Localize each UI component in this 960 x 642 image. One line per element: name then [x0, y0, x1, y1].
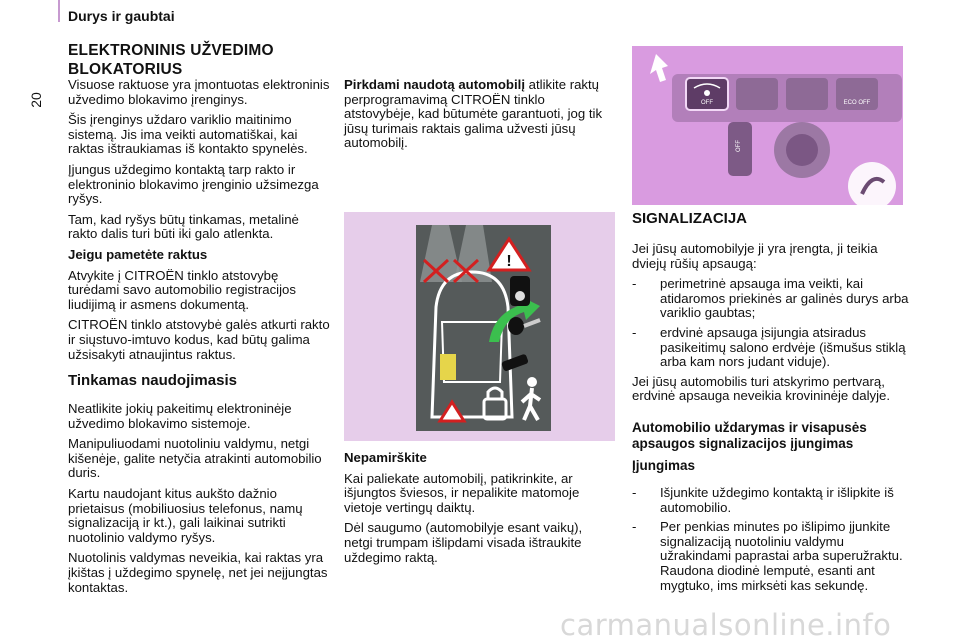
list-item: - Išjunkite uždegimo kontaktą ir išlipkite iš automobilio.	[632, 486, 910, 515]
column-used-car	[344, 78, 614, 157]
column-immobiliser	[68, 42, 330, 601]
paragraph: Jei jūsų automobilyje ji yra įrengta, ji teikia dviejų rūšių apsaugą:	[632, 241, 878, 271]
paragraph: Tam, kad ryšys būtų tinkamas, metalinė rakto dalis turi būti iki galo atlenkta.	[68, 211, 299, 242]
paragraph: Dėl saugumo (automobilyje esant vaikų), netgi trumpam išlipdami visada ištraukite uždegimo raktą.	[344, 520, 583, 565]
paragraph: Neatlikite jokių pakeitimų elektroninėje užvedimo blokavimo sistemoje.	[68, 401, 292, 431]
header-accent-bar	[58, 0, 60, 22]
list-item: - perimetrinė apsauga ima veikti, kai atidaromos priekinės ar galinės durys arba variklio gaubtas;	[632, 276, 909, 321]
paragraph: Visuose raktuose yra įmontuotas elektroninis užvedimo blokavimo įrenginys.	[68, 77, 330, 107]
panel-button-2	[736, 78, 778, 110]
section-title: Durys ir gaubtai	[68, 8, 175, 24]
switch-label: OFF	[736, 140, 742, 152]
svg-text:!: !	[506, 253, 512, 270]
paragraph: CITROËN tinklo atstovybė galės atkurti rakto ir siųstuvo-imtuvo kodus, kad būtų galima užsisakyti atnaujintus raktus.	[68, 317, 330, 362]
column-alarm	[632, 210, 910, 598]
heading-alarm: SIGNALIZACIJA	[632, 210, 748, 227]
pedestrian-icon	[527, 377, 537, 387]
heading-immobiliser-2: BLOKATORIUS	[68, 61, 183, 78]
paragraph: Jei jūsų automobilis turi atskyrimo pertvarą, erdvinė apsauga neveikia krovininėje dalyje.	[632, 373, 891, 404]
alarm-off-label: OFF	[701, 100, 713, 106]
list-item-text: Išjunkite uždegimo kontaktą ir išlipkite iš automobilio.	[660, 484, 894, 515]
list-item: - Per penkias minutes po išlipimo įjunkite signalizaciją nuotoliniu valdymu užrakindami paprastai arba superužraktu. Raudona diodinė lemputė, esanti ant mygtuko, ims mirksėti kas sekundę.	[632, 520, 910, 593]
security-illustration	[344, 212, 615, 441]
security-illustration-svg	[344, 212, 615, 441]
paragraph: Nuotolinis valdymas neveikia, kai raktas yra įkištas į uždegimo spynelę, net jei neįjungtas kontaktas.	[68, 550, 328, 595]
eco-off-label: ECO OFF	[843, 100, 871, 106]
dashboard-photo	[632, 46, 903, 205]
heading-locking: Automobilio uždarymas ir visapusės apsaugos signalizacijos įjungimas	[632, 419, 867, 451]
seat-highlight	[440, 354, 456, 380]
paragraph-rest: atlikite raktų perprogramavimą CITROËN tinklo atstovybėje, kad būtumėte garantuoti, jog tik jūsų turimais raktais galima užvesti jūsų automobilį.	[344, 77, 603, 151]
dashboard-photo-svg	[632, 46, 903, 205]
subheading-remember: Nepamirškite	[344, 450, 427, 465]
subheading-lost-keys: Jeigu pametėte raktus	[68, 246, 208, 262]
paragraph-used-car	[344, 78, 614, 151]
paragraph: Kai paliekate automobilį, patikrinkite, ar išjungtos šviesos, ir nepalikite matomoje vietoje vertingų daiktų.	[344, 470, 580, 515]
paragraph: Šis įrenginys uždaro variklio maitinimo sistemą. Jis ima veikti automatiškai, kai raktas ištraukiamas iš kontakto spynelės.	[68, 112, 308, 157]
heading-correct-use: Tinkamas naudojimasis	[68, 372, 237, 390]
watermark: carmanualsonline.info	[560, 608, 892, 642]
list-item-text: perimetrinė apsauga ima veikti, kai atidaromos priekinės ar galinės durys arba variklio gaubtas;	[660, 276, 909, 321]
panel-button-3	[786, 78, 828, 110]
list-item: - erdvinė apsauga įsijungia atsiradus pasikeitimų salono erdvėje (išmušus stiklą arba kam nors judant viduje).	[632, 326, 910, 370]
heading-activation: Įjungimas	[632, 457, 696, 473]
paragraph: Įjungus uždegimo kontaktą tarp rakto ir elektroninio blokavimo įrenginio užsimezga ryšys.	[68, 161, 319, 207]
page-number: 20	[28, 92, 44, 108]
paragraph: Kartu naudojant kitus aukšto dažnio prietaisus (mobiliuosius telefonus, namų signalizaciją ir kt.), gali laikinai sutrikti nuotolinio valdymo ryšys.	[68, 486, 303, 545]
list-item-text: Per penkias minutes po išlipimo įjunkite signalizaciją nuotoliniu valdymu užrakindami paprastai arba superužraktu. Raudona diodinė lemputė, esanti ant mygtuko, ims mirksėti kas sekundę.	[660, 519, 903, 593]
bold-lead: Pirkdami naudotą automobilį	[344, 77, 525, 92]
column-remember	[344, 451, 614, 571]
heading-immobiliser-1: ELEKTRONINIS UŽVEDIMO	[68, 42, 274, 59]
list-item-text: erdvinė apsauga įsijungia atsiradus pasikeitimų salono erdvėje (išmušus stiklą arba kam nors judant viduje).	[660, 324, 906, 370]
paragraph: Atvykite į CITROËN tinklo atstovybę turėdami savo automobilio registracijos liudijimą ir asmens dokumentą.	[68, 267, 296, 312]
paragraph: Manipuliuodami nuotoliniu valdymu, netgi kišenėje, galite netyčia atrakinti automobilio duris.	[68, 436, 322, 481]
key-icon	[508, 317, 524, 335]
